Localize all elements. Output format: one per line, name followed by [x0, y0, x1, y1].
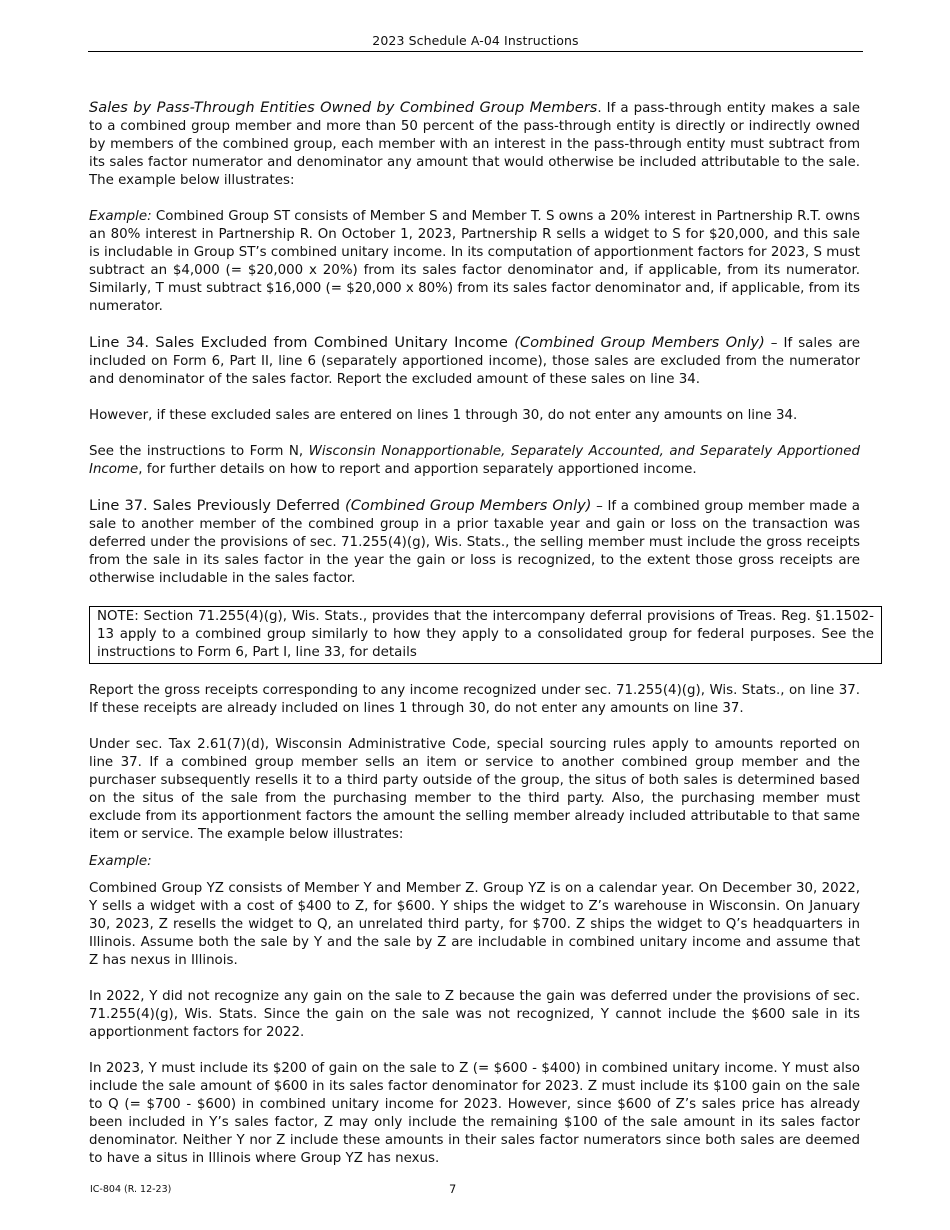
example-yz-paragraph-3: In 2023, Y must include its $200 of gain on the sale to Z (= $600 - $400) in combined unitary income. Y must also include the sale amount of $600 in its sales factor denominator for 2023. Z must include its $100 gain on the sale to Q (= $700 - $600) in combined unitary income for 2023. However, since $600 of Z’s sales price has already been included in Y’s sales factor, Z may only include the remaining $100 of the sale amount in its sales factor denominator. Neither Y nor Z include these amounts in their sales factor numerators since both sales are deemed to have a situs in Illinois where Group YZ has nexus. [89, 1061, 860, 1166]
section-heading-pass-through: Sales by Pass-Through Entities Owned by Combined Group Members [89, 99, 598, 116]
line-37-paragraph: Line 37. Sales Previously Deferred (Combined Group Members Only) – If a combined group member made a sale to another member of the combined group in a prior taxable year and gain or loss on the transaction was deferred under the provisions of sec. 71.255(4)(g), Wis. Stats., the selling member must include the gross receipts from the sale in its sales factor in the year the gain or loss is recognized, to the extent those gross receipts are otherwise includable in the sales factor. [89, 497, 860, 586]
document-body [89, 99, 874, 1168]
example-paragraph-st: Example: Combined Group ST consists of Member S and Member T. S owns a 20% interest in Partnership R.T. owns an 80% interest in Partnership R. On October 1, 2023, Partnership R sells a widget to S for $20,000, and this sale is includable in Group ST’s combined unitary income. In its computation of apportionment factors for 2023, S must subtract an $4,000 (= $20,000 x 20%) from its sales factor denominator and, if applicable, from its numerator. Similarly, T must subtract $16,000 (= $20,000 x 80%) from its sales factor denominator and, if applicable, from its numerator. [89, 209, 860, 314]
page-header: 2023 Schedule A-04 Instructions [88, 33, 863, 52]
example-label-yz: Example: [89, 854, 152, 869]
example-yz-paragraph-1: Combined Group YZ consists of Member Y and Member Z. Group YZ is on a calendar year. On December 30, 2022, Y sells a widget with a cost of $400 to Z, for $600. Y ships the widget to Z’s warehouse in Wisconsin. On January 30, 2023, Z resells the widget to Q, an unrelated third party, for $700. Z ships the widget to Q’s headquarters in Illinois. Assume both the sale by Y and the sale by Z are includable in combined unitary income and assume that Z has nexus in Illinois. [89, 881, 860, 968]
line-34-however-paragraph: However, if these excluded sales are entered on lines 1 through 30, do not enter any amounts on line 34. [89, 408, 798, 423]
note-text: NOTE: Section 71.255(4)(g), Wis. Stats., provides that the intercompany deferral provisions of Treas. Reg. §1.1502-13 apply to a combined group similarly to how they apply to a consolidated group for federal purposes. See the instructions to Form 6, Part I, line 33, for details [97, 609, 874, 660]
example-yz-paragraph-2: In 2022, Y did not recognize any gain on the sale to Z because the gain was deferred under the provisions of sec. 71.255(4)(g), Wis. Stats. Since the gain on the sale was not recognized, Y cannot include the $600 sale in its apportionment factors for 2022. [89, 989, 860, 1040]
line-34-paragraph: Line 34. Sales Excluded from Combined Unitary Income (Combined Group Members Only) – If sales are included on Form 6, Part II, line 6 (separately apportioned income), those sales are excluded from the numerator and denominator of the sales factor. Report the excluded amount of these sales on line 34. [89, 334, 860, 387]
special-sourcing-paragraph: Under sec. Tax 2.61(7)(d), Wisconsin Administrative Code, special sourcing rules apply to amounts reported on line 37. If a combined group member sells an item or service to another combined group member and the purchaser subsequently resells it to a third party outside of the group, the situs of both sales is determined based on the situs of the sale from the purchasing member to the third party. Also, the purchasing member must exclude from its apportionment factors the amount the selling member already included attributable to that same item or service. The example below illustrates: [89, 737, 860, 842]
form-n-title: Wisconsin Nonapportionable, Separately Accounted, and Separately Apportioned Income [89, 444, 861, 477]
form-id: IC-804 (R. 12-23) [90, 1184, 172, 1195]
line-34-qualifier: (Combined Group Members Only) [514, 334, 765, 351]
example-label: Example: [89, 209, 152, 224]
page-number: 7 [449, 1182, 457, 1196]
line-37-heading: Line 37. Sales Previously Deferred [89, 497, 346, 514]
line-37-report-paragraph: Report the gross receipts corresponding to any income recognized under sec. 71.255(4)(g), Wis. Stats., on line 37. If these receipts are already included on lines 1 through 30, do not enter any amounts on line 37. [89, 683, 860, 716]
form-n-reference-paragraph: See the instructions to Form N, Wisconsin Nonapportionable, Separately Accounted, and Separately Apportioned Income, for further details on how to report and apportion separately apportioned income. [89, 444, 861, 477]
pass-through-paragraph: Sales by Pass-Through Entities Owned by Combined Group Members. If a pass-through entity makes a sale to a combined group member and more than 50 percent of the pass-through entity is directly or indirectly owned by members of the combined group, each member with an interest in the pass-through entity must subtract from its sales factor numerator and denominator any amount that would otherwise be included attributable to the sale. The example below illustrates: [89, 99, 860, 188]
note-box [89, 606, 882, 664]
line-37-qualifier: (Combined Group Members Only) [345, 497, 592, 514]
line-34-heading: Line 34. Sales Excluded from Combined Unitary Income [89, 334, 515, 351]
